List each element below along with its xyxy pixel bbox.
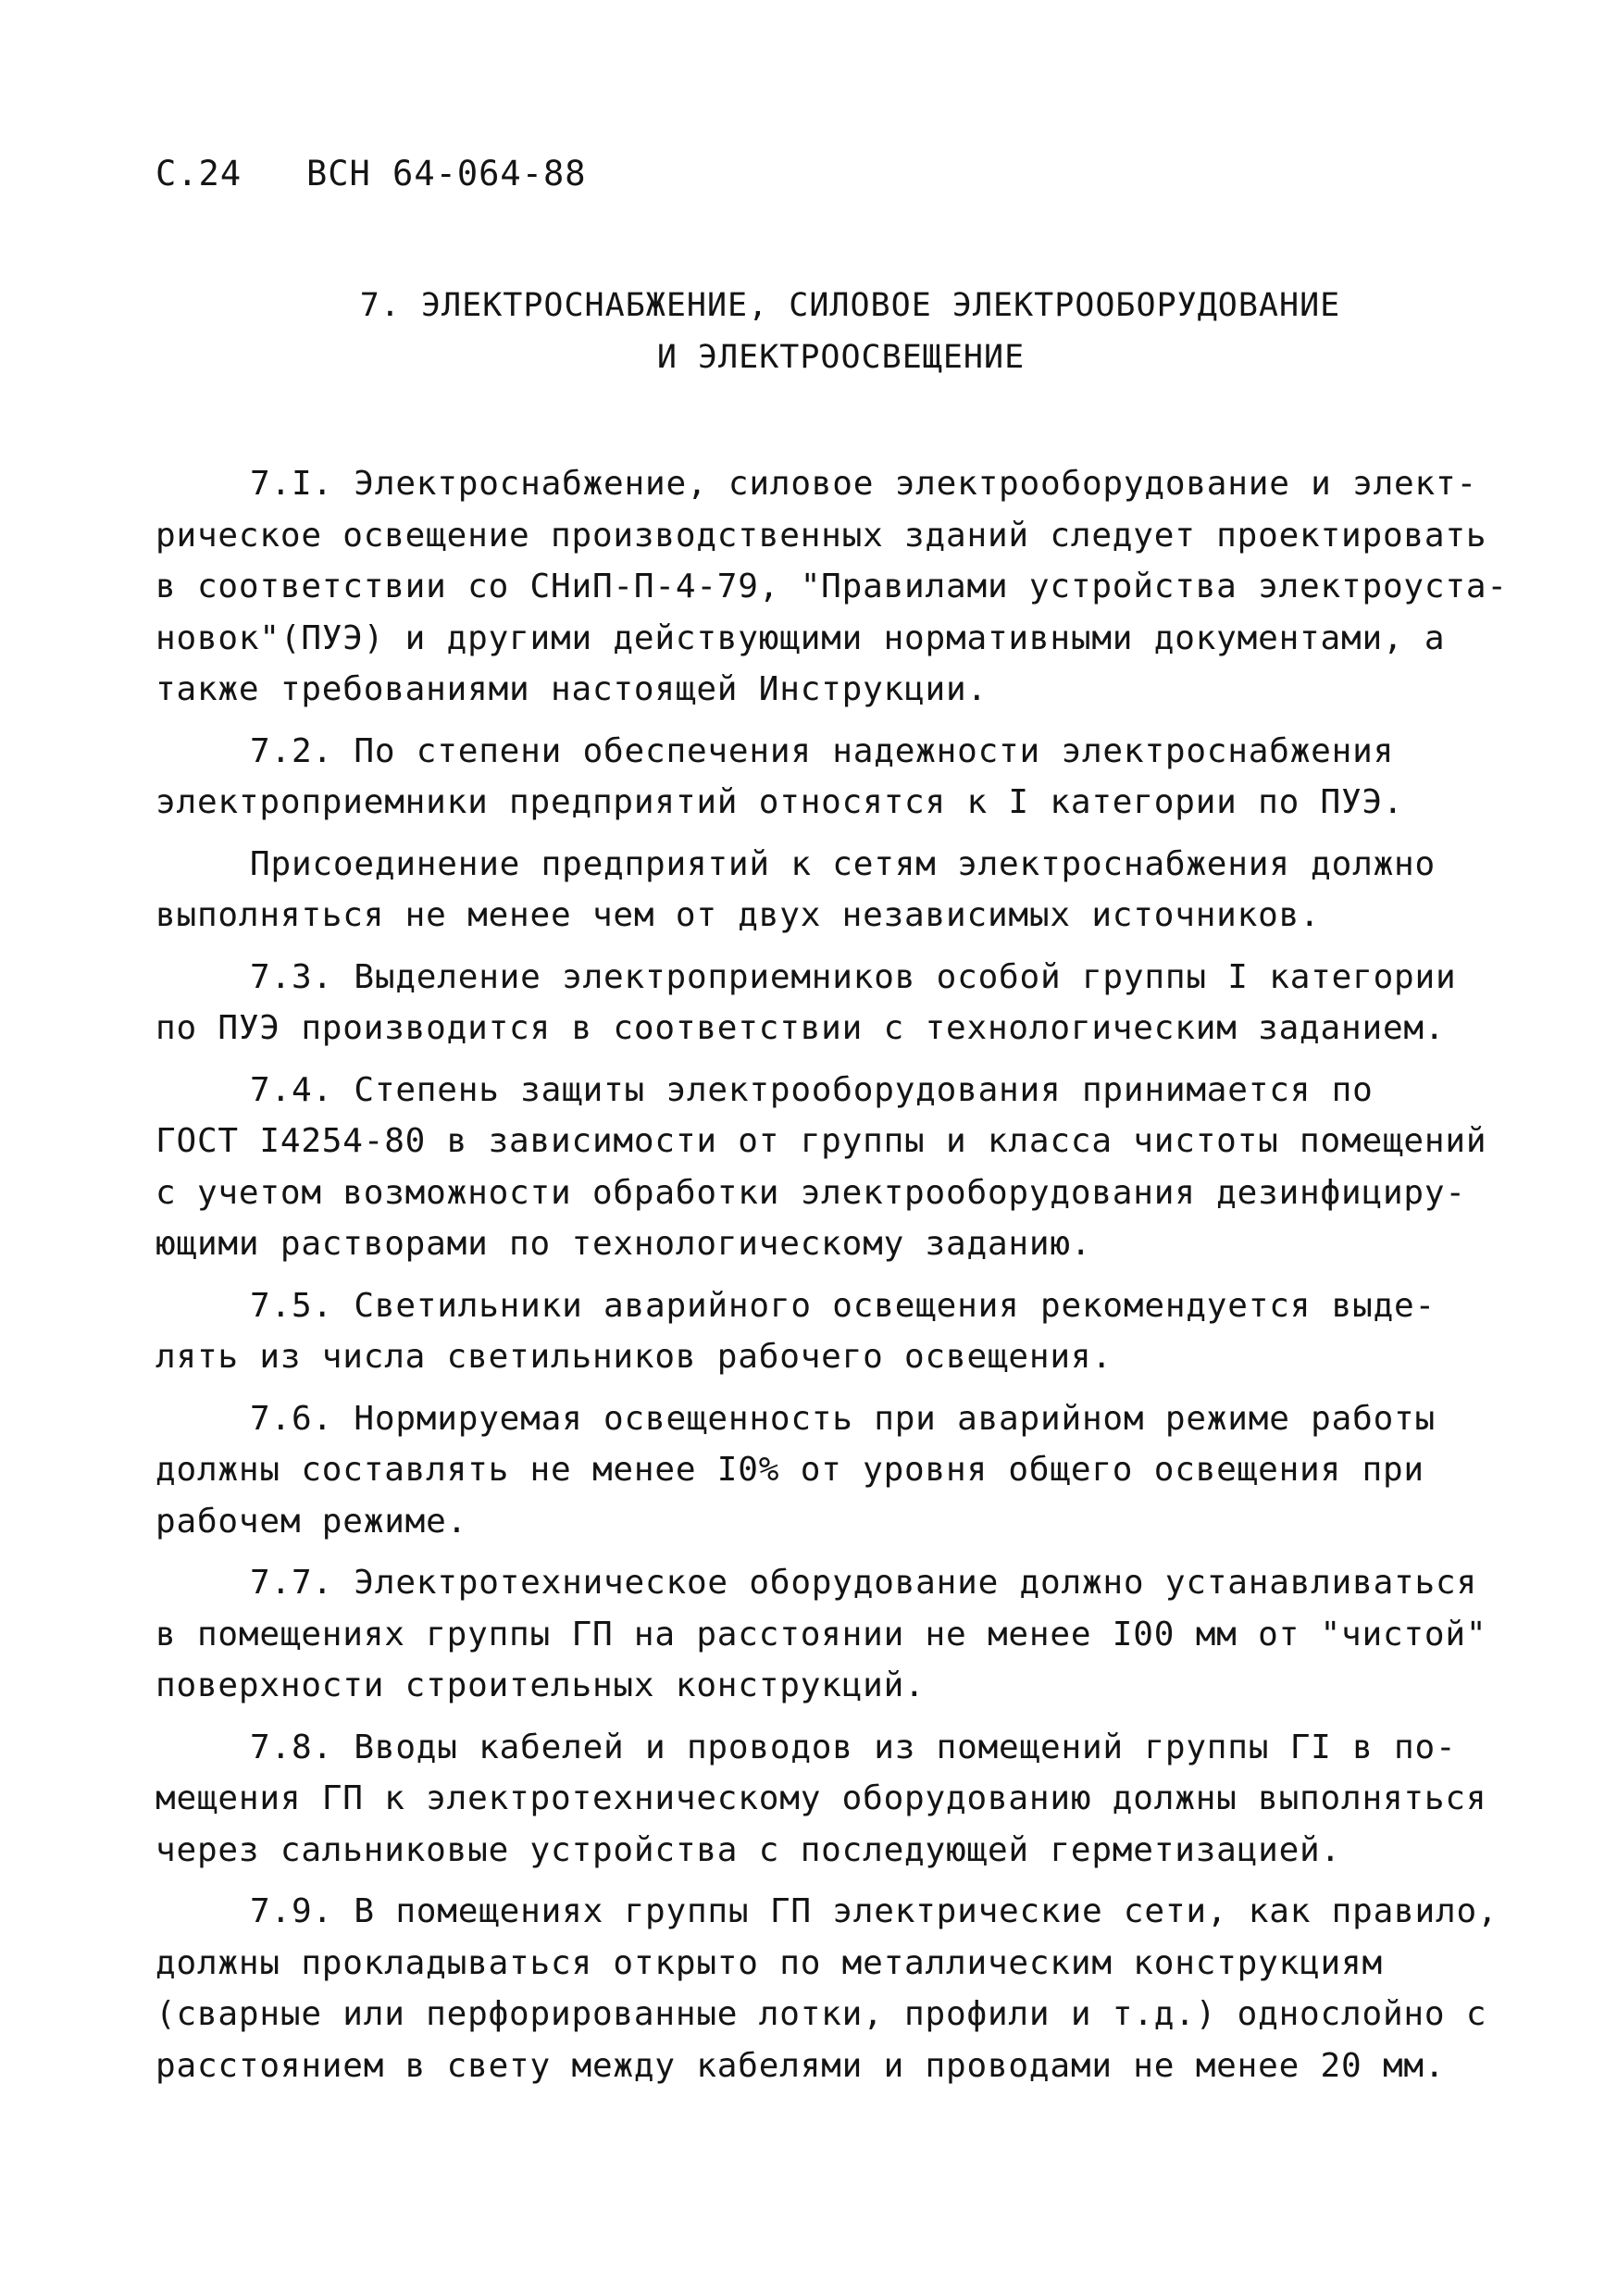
- paragraph-line: в помещениях группы ГП на расстоянии не менее I00 мм от "чистой": [155, 1615, 1487, 1653]
- section-title-line-2: И ЭЛЕКТРООСВЕЩЕНИЕ: [656, 339, 1026, 376]
- paragraph-line: 7.5. Светильники аварийного освещения рекомендуется выде-: [250, 1286, 1437, 1325]
- paragraph-line: 7.I. Электроснабжение, силовое электрооборудование и элект-: [250, 465, 1477, 503]
- paragraph-line: ГОСТ I4254-80 в зависимости от группы и класса чистоты помещений: [155, 1122, 1487, 1160]
- paragraph-line: (сварные или перфорированные лотки, профили и т.д.) однослойно с: [155, 1995, 1487, 2033]
- paragraph-line: новок"(ПУЭ) и другими действующими нормативными документами, а: [155, 618, 1446, 657]
- paragraph-line: Присоединение предприятий к сетям электроснабжения должно: [250, 844, 1437, 883]
- paragraph-line: по ПУЭ производится в соответствии с технологическим заданием.: [155, 1009, 1446, 1047]
- paragraph-7-4: [155, 1065, 1487, 1270]
- paragraph-line: 7.7. Электротехническое оборудование должно устанавливаться: [250, 1564, 1477, 1602]
- paragraph-7-3: [155, 952, 1457, 1054]
- paragraph-line: выполняться не менее чем от двух независимых источников.: [155, 896, 1321, 934]
- paragraph-7-6: [155, 1393, 1451, 1548]
- paragraph-7-8: [155, 1722, 1487, 1877]
- paragraph-line: 7.4. Степень защиты электрооборудования принимается по: [250, 1070, 1374, 1109]
- paragraph-line: 7.9. В помещениях группы ГП электрические сети, как правило,: [250, 1892, 1499, 1930]
- section-title-line-1: 7. ЭЛЕКТРОСНАБЖЕНИЕ, СИЛОВОЕ ЭЛЕКТРООБОРУДОВАНИЕ: [359, 287, 1341, 324]
- paragraph-line: ющими растворами по технологическому заданию.: [155, 1225, 1092, 1263]
- paragraph-7-2: [155, 726, 1451, 829]
- paragraph-7-1: [155, 458, 1508, 716]
- paragraph-line: также требованиями настоящей Инструкции.: [155, 670, 988, 708]
- paragraph-line: через сальниковые устройства с последующей герметизацией.: [155, 1830, 1342, 1869]
- paragraph-line: рабочем режиме.: [155, 1502, 468, 1541]
- paragraph-7-9: [155, 1886, 1499, 2091]
- paragraph-line: расстоянием в свету между кабелями и проводами не менее 20 мм.: [155, 2046, 1446, 2085]
- paragraph-line: 7.3. Выделение электроприемников особой группы I категории: [250, 957, 1457, 996]
- paragraph-line: лять из числа светильников рабочего освещения.: [155, 1338, 1113, 1376]
- paragraph-7-7: [155, 1557, 1487, 1712]
- section-title: [0, 280, 1617, 383]
- page-number: С.24: [155, 154, 243, 193]
- paragraph-7-5: [155, 1280, 1451, 1383]
- page-header: [155, 146, 587, 202]
- document-code: ВСН 64-064-88: [305, 154, 587, 193]
- paragraph-line: должны прокладываться открыто по металлическим конструкциям: [155, 1943, 1383, 1982]
- paragraph-line: поверхности строительных конструкций.: [155, 1666, 926, 1704]
- paragraph-line: мещения ГП к электротехническому оборудованию должны выполняться: [155, 1779, 1487, 1817]
- paragraph-line: 7.6. Нормируемая освещенность при аварийном режиме работы: [250, 1399, 1437, 1438]
- paragraph-line: с учетом возможности обработки электрооборудования дезинфициру-: [155, 1173, 1466, 1212]
- paragraph-connection: [155, 839, 1451, 942]
- paragraph-line: электроприемники предприятий относятся к I категории по ПУЭ.: [155, 783, 1404, 821]
- paragraph-line: 7.8. Вводы кабелей и проводов из помещений группы ГI в по-: [250, 1728, 1457, 1766]
- paragraph-line: должны составлять не менее I0% от уровня общего освещения при: [155, 1451, 1424, 1489]
- section-body: [155, 458, 1508, 2102]
- paragraph-line: рическое освещение производственных зданий следует проектировать: [155, 516, 1487, 555]
- paragraph-line: 7.2. По степени обеспечения надежности электроснабжения: [250, 731, 1395, 770]
- paragraph-line: в соответствии со СНиП-П-4-79, "Правилами устройства электроуста-: [155, 568, 1508, 605]
